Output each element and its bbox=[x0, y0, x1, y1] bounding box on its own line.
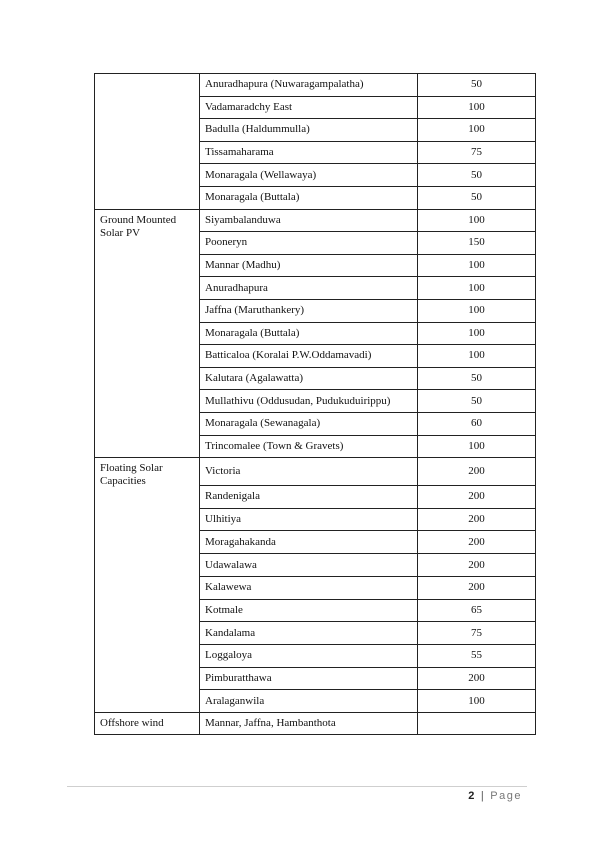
capacity-cell: 100 bbox=[418, 435, 536, 458]
site-cell: Siyambalanduwa bbox=[200, 209, 418, 232]
capacity-cell: 100 bbox=[418, 209, 536, 232]
site-cell: Vadamaradchy East bbox=[200, 96, 418, 119]
site-cell: Anuradhapura bbox=[200, 277, 418, 300]
site-cell: Pooneryn bbox=[200, 232, 418, 255]
capacity-cell: 100 bbox=[418, 345, 536, 368]
capacity-cell: 50 bbox=[418, 390, 536, 413]
capacity-cell: 200 bbox=[418, 554, 536, 577]
site-cell: Batticaloa (Koralai P.W.Oddamavadi) bbox=[200, 345, 418, 368]
capacity-cell: 200 bbox=[418, 508, 536, 531]
site-cell: Kotmale bbox=[200, 599, 418, 622]
site-cell: Jaffna (Maruthankery) bbox=[200, 299, 418, 322]
capacity-cell: 100 bbox=[418, 254, 536, 277]
site-cell: Mannar (Madhu) bbox=[200, 254, 418, 277]
site-cell: Pimburatthawa bbox=[200, 667, 418, 690]
capacity-cell: 100 bbox=[418, 96, 536, 119]
site-cell: Udawalawa bbox=[200, 554, 418, 577]
site-cell: Monaragala (Buttala) bbox=[200, 186, 418, 209]
site-cell: Moragahakanda bbox=[200, 531, 418, 554]
capacity-cell: 50 bbox=[418, 186, 536, 209]
capacity-cell: 200 bbox=[418, 576, 536, 599]
site-cell: Ulhitiya bbox=[200, 508, 418, 531]
table-body bbox=[95, 74, 536, 735]
capacity-cell: 100 bbox=[418, 690, 536, 713]
category-cell: Ground Mounted Solar PV bbox=[95, 209, 200, 458]
capacity-cell: 200 bbox=[418, 667, 536, 690]
capacity-cell: 75 bbox=[418, 622, 536, 645]
site-cell: Kandalama bbox=[200, 622, 418, 645]
capacity-cell: 100 bbox=[418, 277, 536, 300]
capacity-cell bbox=[418, 712, 536, 734]
table-row bbox=[95, 712, 536, 734]
site-cell: Mullathivu (Oddusudan, Pudukuduirippu) bbox=[200, 390, 418, 413]
table-row bbox=[95, 458, 536, 486]
site-cell: Monaragala (Sewanagala) bbox=[200, 412, 418, 435]
page-number: 2 bbox=[468, 790, 475, 802]
site-cell: Randenigala bbox=[200, 486, 418, 509]
site-cell: Kalawewa bbox=[200, 576, 418, 599]
site-cell: Trincomalee (Town & Gravets) bbox=[200, 435, 418, 458]
capacity-cell: 150 bbox=[418, 232, 536, 255]
capacity-cell: 50 bbox=[418, 164, 536, 187]
table-row bbox=[95, 74, 536, 97]
footer-separator: | bbox=[480, 790, 484, 802]
site-cell: Tissamaharama bbox=[200, 141, 418, 164]
site-cell: Badulla (Haldummulla) bbox=[200, 119, 418, 142]
capacity-cell: 200 bbox=[418, 458, 536, 486]
solar-capacity-table bbox=[94, 73, 536, 735]
capacity-cell: 50 bbox=[418, 367, 536, 390]
capacity-cell: 100 bbox=[418, 119, 536, 142]
site-cell: Monaragala (Buttala) bbox=[200, 322, 418, 345]
table-row bbox=[95, 209, 536, 232]
site-cell: Victoria bbox=[200, 458, 418, 486]
capacity-cell: 65 bbox=[418, 599, 536, 622]
capacity-cell: 200 bbox=[418, 486, 536, 509]
category-cell: Floating Solar Capacities bbox=[95, 458, 200, 713]
page-footer bbox=[468, 790, 522, 802]
capacity-cell: 60 bbox=[418, 412, 536, 435]
capacity-cell: 100 bbox=[418, 322, 536, 345]
capacity-cell: 200 bbox=[418, 531, 536, 554]
page-label: Page bbox=[490, 790, 522, 802]
capacity-cell: 75 bbox=[418, 141, 536, 164]
capacity-cell: 50 bbox=[418, 74, 536, 97]
site-cell: Monaragala (Wellawaya) bbox=[200, 164, 418, 187]
site-cell: Aralaganwila bbox=[200, 690, 418, 713]
capacity-cell: 100 bbox=[418, 299, 536, 322]
footer-divider bbox=[67, 786, 527, 787]
site-cell: Mannar, Jaffna, Hambanthota bbox=[200, 712, 418, 734]
capacity-cell: 55 bbox=[418, 644, 536, 667]
site-cell: Kalutara (Agalawatta) bbox=[200, 367, 418, 390]
site-cell: Loggaloya bbox=[200, 644, 418, 667]
category-cell bbox=[95, 74, 200, 210]
site-cell: Anuradhapura (Nuwaragampalatha) bbox=[200, 74, 418, 97]
category-cell: Offshore wind bbox=[95, 712, 200, 734]
